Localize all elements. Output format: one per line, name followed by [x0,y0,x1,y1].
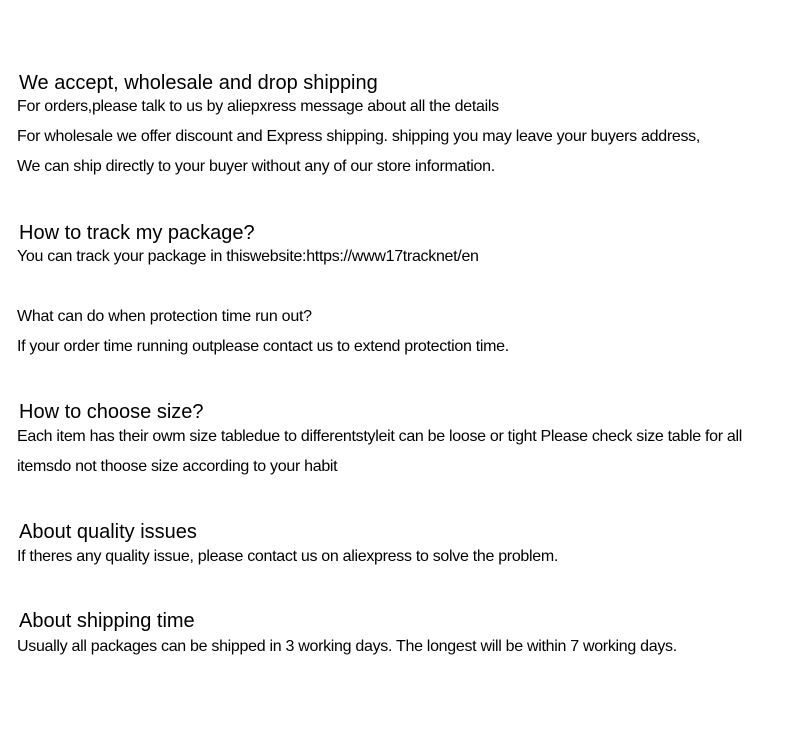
text-shipping-days: Usually all packages can be shipped in 3 working days. The longest will be within 7 working days. [17,638,677,655]
text-quality-contact: If theres any quality issue, please contact us on aliexpress to solve the problem. [17,548,559,565]
heading-shipping-time: About shipping time [19,610,195,632]
text-track-website: You can track your package in thiswebsite:https://www17tracknet/en [17,248,479,265]
heading-quality-issues: About quality issues [19,521,197,543]
heading-choose-size: How to choose size? [19,401,204,423]
heading-track-package: How to track my package? [19,222,255,244]
text-wholesale-discount: For wholesale we offer discount and Express shipping. shipping you may leave your buyers address, [17,128,700,145]
heading-wholesale: We accept, wholesale and drop shipping [19,72,378,94]
text-orders-message: For orders,please talk to us by aliepxress message about all the details [17,98,499,115]
text-protection-question: What can do when protection time run out? [17,308,312,325]
text-size-habit: itemsdo not thoose size according to your habit [17,458,338,475]
text-size-table: Each item has their owm size tabledue to differentstyleit can be loose or tight Please check size table for all [17,428,743,445]
text-ship-directly: We can ship directly to your buyer without any of our store information. [17,158,495,175]
text-protection-answer: If your order time running outplease contact us to extend protection time. [17,338,509,355]
